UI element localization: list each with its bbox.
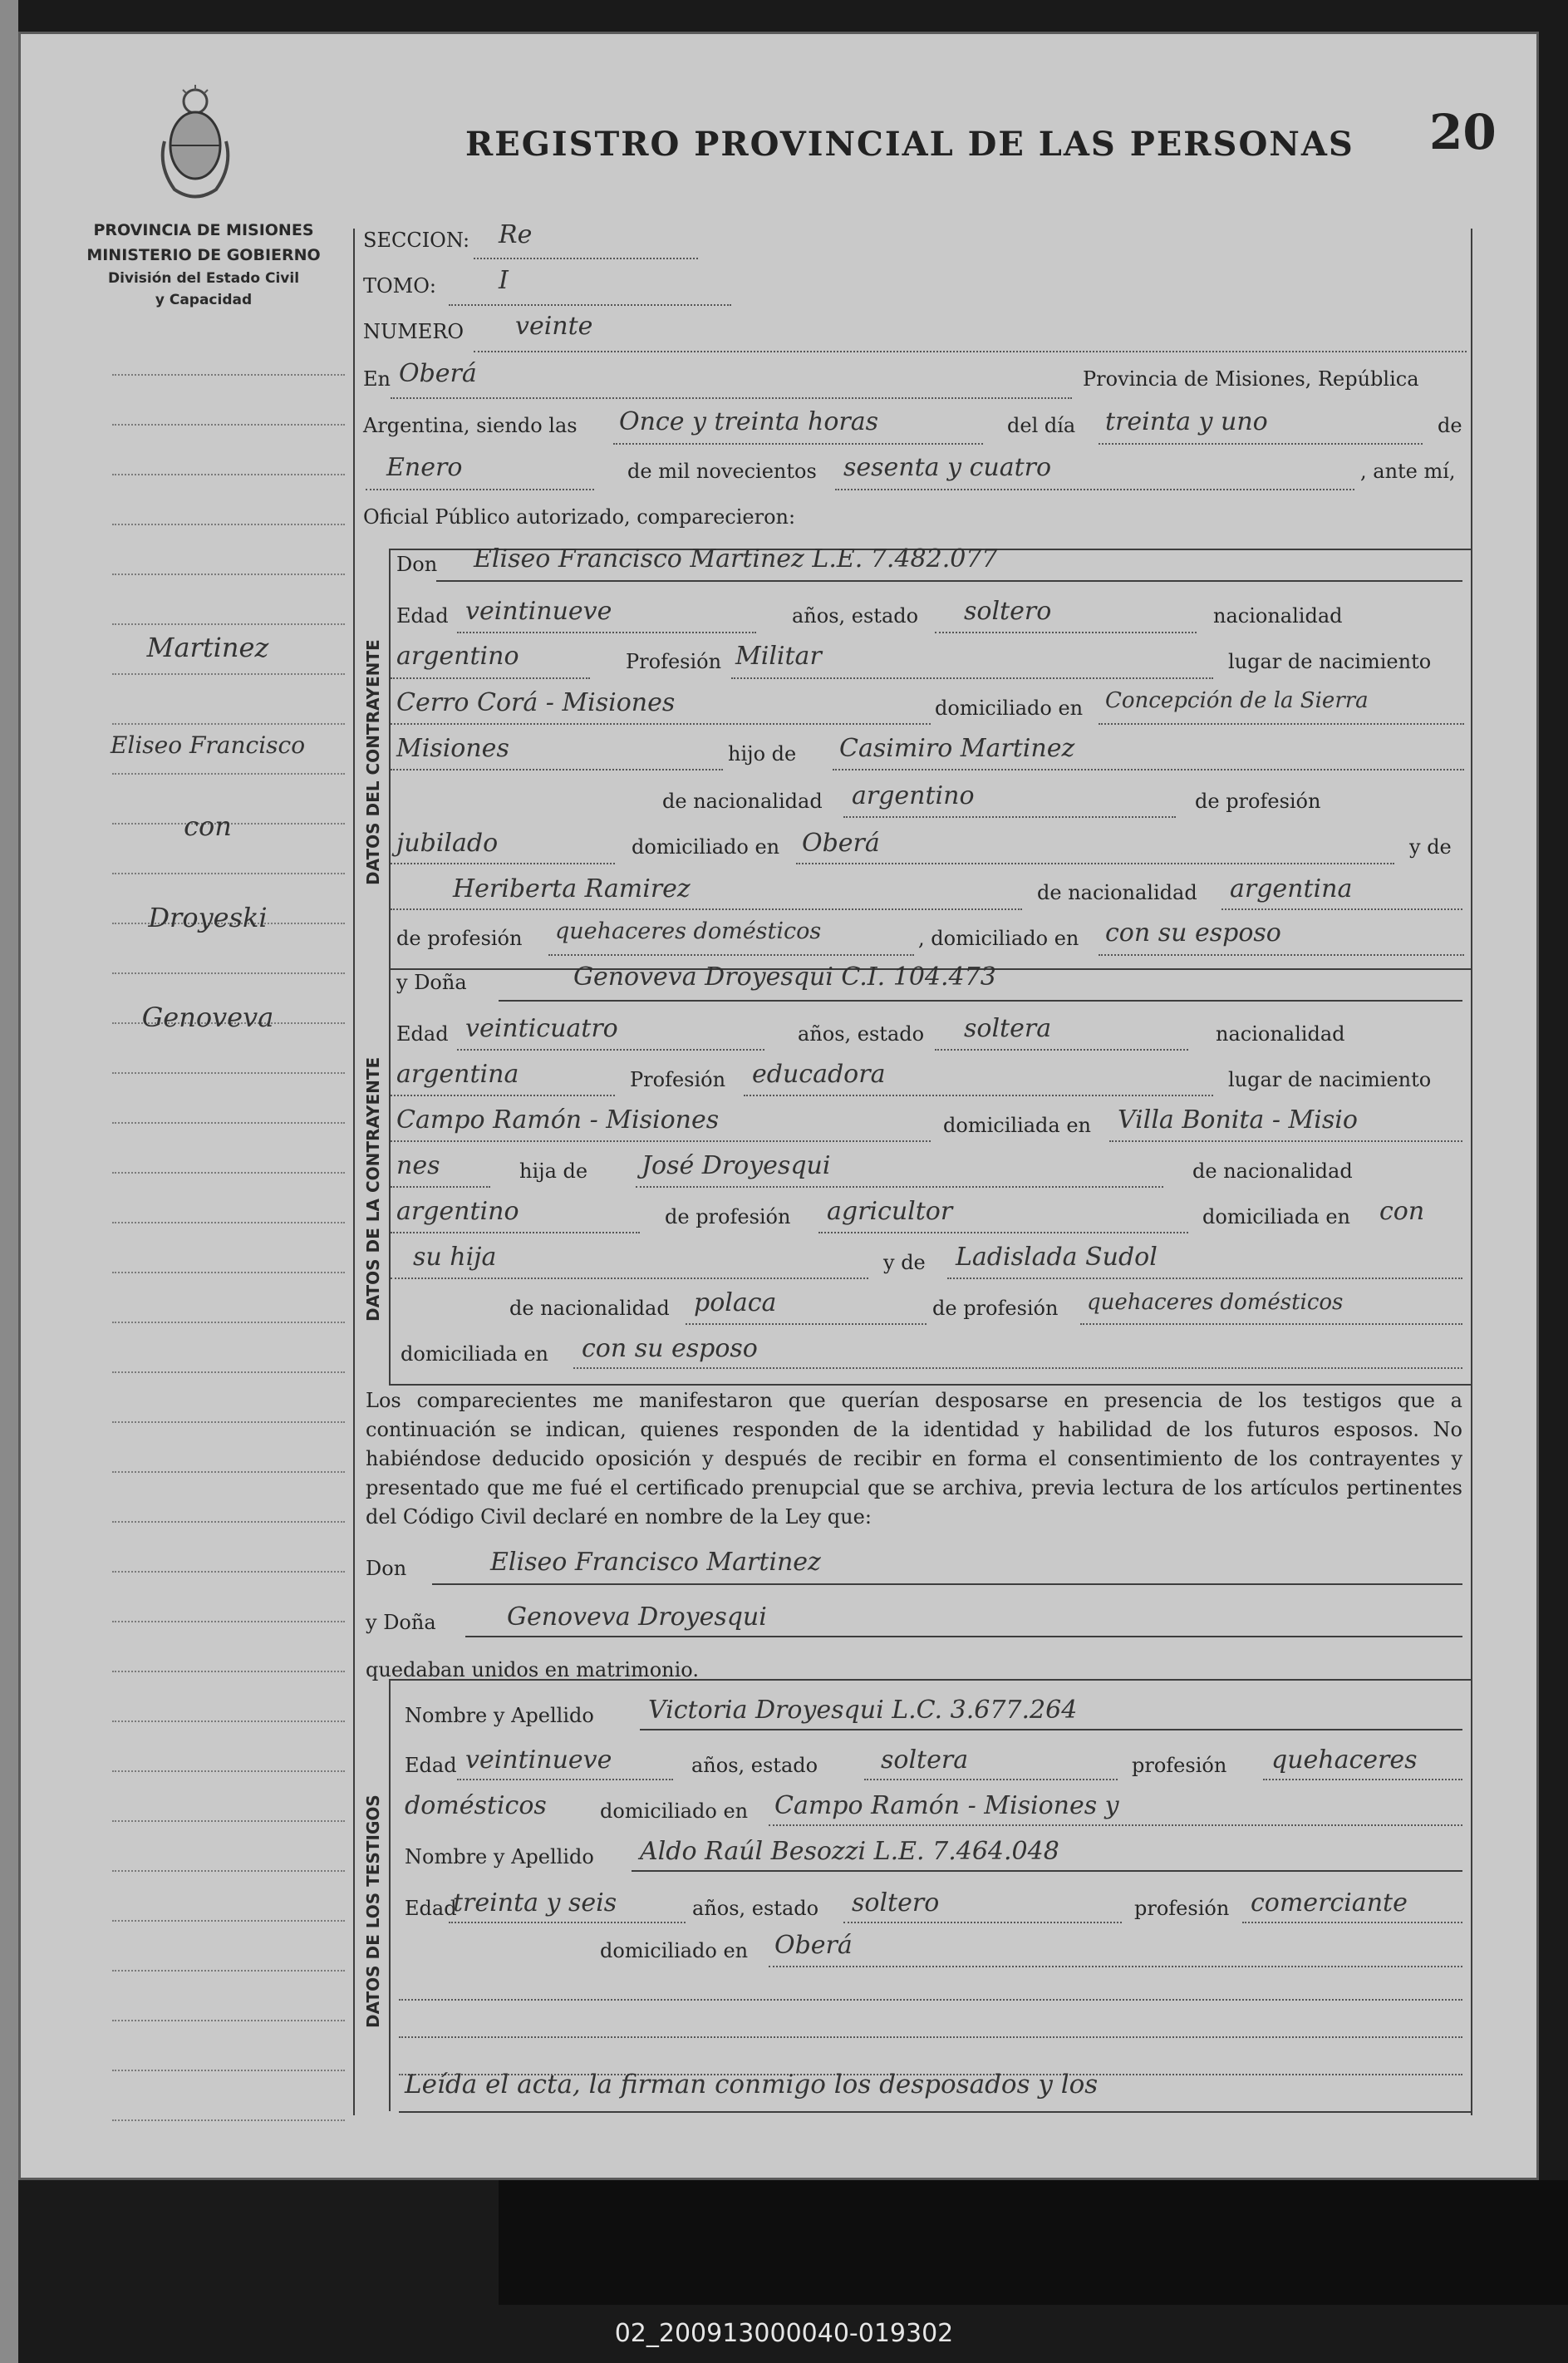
margin-note-line: Martinez (146, 632, 269, 663)
groom-edad: veintinueve (465, 597, 612, 626)
tomo-line (449, 304, 731, 306)
decl-dona-label: y Doña (366, 1611, 436, 1634)
bride-edad: veinticuatro (465, 1014, 618, 1043)
w1-estado-label: años, estado (691, 1754, 818, 1777)
decl-don-value: Eliseo Francisco Martinez (490, 1548, 821, 1577)
bride-padre-prof: agricultor (827, 1197, 953, 1226)
w2-nombre-line (632, 1870, 1462, 1872)
bride-edad-label: Edad (396, 1022, 449, 1046)
bride-name: Genoveva Droyesqui C.I. 104.473 (573, 962, 996, 992)
margin-rule (112, 723, 345, 725)
margin-rule (112, 773, 345, 775)
groom-lugar-nac: Cerro Corá - Misiones (396, 688, 676, 717)
bride-domicilio-2: nes (396, 1151, 440, 1180)
de-mil-label: de mil novecientos (627, 460, 817, 483)
side-label-groom: DATOS DEL CONTRAYENTE (363, 639, 383, 885)
w1-edad-label: Edad (405, 1754, 457, 1777)
groom-domicilio-2: Misiones (396, 734, 509, 763)
quedaban-label: quedaban unidos en matrimonio. (366, 1658, 699, 1681)
bride-lugar-label: lugar de nacimiento (1228, 1068, 1432, 1091)
bride-madre-line (947, 1277, 1462, 1279)
hija-de-label: hija de (519, 1159, 588, 1183)
margin-rule (112, 1721, 345, 1722)
hijo-de-label: hijo de (728, 742, 797, 766)
decl-dona-line (465, 1636, 1462, 1637)
margin-rule (112, 2020, 345, 2021)
coat-of-arms-icon (158, 83, 233, 208)
w1-profesion-2: domésticos (405, 1791, 547, 1820)
bride-padre-dom-label: domiciliada en (1202, 1205, 1350, 1228)
margin-rule (112, 1471, 345, 1473)
margin-rule (112, 1371, 345, 1373)
margin-rule (112, 1770, 345, 1772)
w2-prof-line (1242, 1922, 1462, 1923)
closing-line (399, 2111, 1471, 2113)
bride-nac-line (391, 1095, 615, 1096)
bride-padre-nac-line (391, 1232, 640, 1233)
dom-en-label: domiciliado en (632, 835, 780, 859)
en-label: En (363, 367, 391, 391)
groom-madre-dom-line (1099, 954, 1464, 956)
side-label-bride: DATOS DE LA CONTRAYENTE (363, 1056, 383, 1322)
frame-left (353, 229, 355, 2115)
madre-prof-label: de profesión (396, 927, 523, 950)
decl-don-label: Don (366, 1557, 407, 1580)
margin-rule (112, 374, 345, 376)
margin-rule (112, 1621, 345, 1622)
side-label-witnesses: DATOS DE LOS TESTIGOS (363, 1794, 383, 2028)
declaration-paragraph: Los comparecientes me manifestaron que querían desposarse en presencia de los testigos que a continuación se indican, quienes responden de la identidad y habilidad de los futuros esposos. No habiéndose deducido oposición y después de recibir en forma el consentimiento de los contrayentes y presentado que me fué el certificado prenupcial que se archiva, previa lectura de los artículos pertinentes del Código Civil declaré en nombre de la Ley que: (366, 1389, 1462, 1529)
margin-rule (112, 1172, 345, 1174)
margin-rule (112, 1571, 345, 1573)
groom-padre-prof: jubilado (396, 829, 499, 858)
bride-domicilio: Villa Bonita - Misio (1118, 1105, 1358, 1135)
groom-madre: Heriberta Ramirez (453, 874, 691, 903)
bride-estado-label: años, estado (798, 1022, 925, 1046)
bride-dom2-line (391, 1186, 490, 1188)
margin-note-line: Droyeski (148, 902, 268, 933)
page-title: REGISTRO PROVINCIAL DE LAS PERSONAS (465, 125, 1354, 164)
frame-right (1471, 229, 1472, 2115)
w1-dom-label: domiciliado en (600, 1799, 749, 1823)
margin-rule (112, 1671, 345, 1672)
margin-rule (112, 972, 345, 974)
tomo-label: TOMO: (363, 274, 437, 298)
siendo-label: Argentina, siendo las (363, 414, 578, 437)
de-label: de (1438, 414, 1462, 437)
w1-nombre-line (640, 1729, 1462, 1730)
page-number: 20 (1429, 104, 1497, 160)
bride-lugar-nac: Campo Ramón - Misiones (396, 1105, 720, 1135)
groom-nacionalidad: argentino (396, 642, 519, 671)
bride-edad-line (457, 1049, 764, 1051)
margin-rule (112, 1222, 345, 1223)
don-label: Don (396, 553, 438, 576)
groom-name: Eliseo Francisco Martinez L.E. 7.482.077 (474, 544, 998, 574)
w1-nombre: Victoria Droyesqui L.C. 3.677.264 (648, 1696, 1078, 1725)
domiciliado-label: domiciliado en (935, 697, 1084, 720)
w2-dom-label: domiciliado en (600, 1939, 749, 1962)
issuer-line: y Capacidad (155, 292, 253, 308)
groom-estado-line (935, 632, 1197, 633)
decl-don-line (432, 1583, 1462, 1585)
groom-padre-line (833, 769, 1464, 770)
bride-estado-line (935, 1049, 1188, 1051)
bride-madre-nac-label: de nacionalidad (509, 1297, 670, 1320)
numero-line (474, 351, 1467, 352)
margin-note-line: Eliseo Francisco (110, 731, 306, 759)
groom-madre-nac-line (1221, 908, 1462, 910)
bride-madre-dom: con su esposo (582, 1334, 758, 1363)
hora-value: Once y treinta horas (619, 407, 879, 436)
groom-name-line (436, 580, 1462, 582)
w2-edad-line (449, 1922, 686, 1923)
blank-line (399, 2036, 1462, 2038)
w1-prof-label: profesión (1132, 1754, 1227, 1777)
groom-profesion: Militar (735, 642, 822, 671)
bride-padre-dom-2: su hija (413, 1243, 497, 1272)
madre-dom-label: , domiciliado en (918, 927, 1079, 950)
bride-prof-line (744, 1095, 1213, 1096)
margin-rule (112, 1970, 345, 1972)
w2-nombre-label: Nombre y Apellido (405, 1845, 594, 1868)
anio-value: sesenta y cuatro (843, 453, 1052, 482)
oficial-label: Oficial Público autorizado, comparecieron: (363, 505, 796, 529)
groom-madre-nac: argentina (1230, 874, 1353, 903)
w1-domicilio: Campo Ramón - Misiones y (774, 1791, 1119, 1820)
bride-nac-label: nacionalidad (1216, 1022, 1345, 1046)
bride-padre-prof-label: de profesión (665, 1205, 791, 1228)
w1-prof-line (1263, 1779, 1462, 1780)
margin-rule (112, 2070, 345, 2071)
groom-padre-prof-line (391, 863, 615, 864)
bride-box-bottom (389, 1384, 1471, 1386)
w1-estado-line (864, 1779, 1118, 1780)
blank-line (399, 1999, 1462, 2001)
w2-prof-label: profesión (1134, 1897, 1230, 1920)
bride-padre-dom2-line (391, 1277, 868, 1279)
margin-note-line: Genoveva (141, 1002, 274, 1033)
groom-padre-nac: argentino (852, 781, 975, 810)
w1-estado: soltera (881, 1745, 969, 1775)
groom-padre-dom-line (796, 863, 1394, 864)
bride-madre-nac: polaca (694, 1288, 777, 1317)
bride-madre-prof-line (1080, 1323, 1462, 1325)
provincia-label: Provincia de Misiones, República (1083, 367, 1419, 391)
lugar-nac-label: lugar de nacimiento (1228, 650, 1432, 673)
w1-edad: veintinueve (465, 1745, 612, 1775)
margin-rule (112, 1322, 345, 1323)
bride-nacionalidad: argentina (396, 1060, 519, 1089)
w1-dom-line (769, 1824, 1462, 1826)
margin-rule (112, 1870, 345, 1872)
bride-dom-line (1109, 1140, 1462, 1142)
w2-estado-label: años, estado (692, 1897, 819, 1920)
dia-value: treinta y uno (1105, 407, 1268, 436)
issuer-line: PROVINCIA DE MISIONES (93, 221, 314, 239)
anio-line (835, 489, 1354, 490)
scan-background (499, 2180, 1568, 2305)
w2-edad: treinta y seis (453, 1888, 617, 1917)
bride-padre: José Droyesqui (641, 1151, 831, 1180)
w1-edad-line (457, 1779, 673, 1780)
groom-edad-line (457, 632, 756, 633)
closing-text: Leída el acta, la firman conmigo los desposados y los (405, 2070, 1099, 2100)
bride-lugar-line (391, 1140, 931, 1142)
y-dona-label: y Doña (396, 971, 467, 994)
w2-edad-label: Edad (405, 1897, 457, 1920)
groom-lugar-line (391, 723, 931, 725)
bride-padre-nac: argentino (396, 1197, 519, 1226)
scan-caption: 02_200913000040-019302 (614, 2319, 954, 2348)
mes-value: Enero (386, 453, 463, 482)
bride-madre-prof-label: de profesión (932, 1297, 1059, 1320)
margin-rule (112, 574, 345, 575)
w2-profesion: comerciante (1251, 1888, 1408, 1917)
bride-y-de-label: y de (883, 1251, 926, 1274)
seccion-label: SECCION: (363, 229, 470, 252)
mes-line (366, 489, 594, 490)
bride-name-line (499, 1000, 1462, 1002)
bride-padre-prof-line (818, 1232, 1188, 1233)
edad-label: Edad (396, 604, 449, 628)
bride-prof-label: Profesión (630, 1068, 726, 1091)
anos-estado-label: años, estado (792, 604, 919, 628)
bride-padre-nac-label: de nacionalidad (1192, 1159, 1353, 1183)
ante-mi-label: , ante mí, (1360, 460, 1456, 483)
groom-madre-line (391, 908, 1022, 910)
margin-rule (112, 424, 345, 426)
w2-estado-line (843, 1922, 1122, 1923)
groom-padre: Casimiro Martinez (839, 734, 1075, 763)
margin-rule (112, 524, 345, 525)
groom-madre-dom: con su esposo (1105, 918, 1281, 948)
groom-box-left (389, 549, 391, 968)
w2-estado: soltero (852, 1888, 940, 1917)
groom-domicilio: Concepción de la Sierra (1105, 688, 1369, 713)
margin-rule (112, 673, 345, 675)
w2-domicilio: Oberá (774, 1931, 853, 1960)
bride-box-left (389, 968, 391, 1384)
margin-rule (112, 1521, 345, 1523)
margin-rule (112, 1920, 345, 1922)
madre-nac-label: de nacionalidad (1037, 881, 1197, 904)
de-nac-label: de nacionalidad (662, 790, 823, 813)
groom-padre-nac-line (843, 816, 1176, 818)
nacionalidad-label: nacionalidad (1213, 604, 1343, 628)
dia-line (1099, 443, 1423, 445)
margin-rule (112, 1820, 345, 1822)
decl-dona-value: Genoveva Droyesqui (507, 1602, 767, 1632)
w1-profesion: quehaceres (1271, 1745, 1418, 1775)
margin-rule (112, 623, 345, 625)
bride-madre-nac-line (686, 1323, 927, 1325)
y-de-label: y de (1409, 835, 1452, 859)
margin-rule (112, 1272, 345, 1273)
groom-estado: soltero (964, 597, 1052, 626)
del-dia-label: del día (1007, 414, 1076, 437)
issuer-line: MINISTERIO DE GOBIERNO (86, 246, 321, 264)
issuer-block (66, 218, 341, 311)
numero-value: veinte (515, 312, 593, 341)
margin-rule (112, 2119, 345, 2121)
bride-profesion: educadora (752, 1060, 886, 1089)
bride-padre-dom: con (1379, 1197, 1425, 1226)
tomo-value: I (499, 266, 509, 295)
margin-rule (112, 1122, 345, 1124)
bride-madre-dom-label: domiciliada en (401, 1342, 548, 1366)
profesion-label: Profesión (626, 650, 722, 673)
margin-note-line: con (184, 810, 232, 842)
groom-dom2-line (391, 769, 723, 770)
lugar-value: Oberá (399, 359, 477, 388)
margin-rule (112, 1421, 345, 1423)
book-binding (0, 0, 18, 2363)
domiciliada-label: domiciliada en (943, 1114, 1091, 1137)
hora-line (613, 443, 983, 445)
bride-estado: soltera (964, 1014, 1052, 1043)
margin-rule (112, 873, 345, 874)
margin-rule (112, 1072, 345, 1074)
witness-box-left (389, 1679, 391, 2111)
bride-madre: Ladislada Sudol (956, 1243, 1158, 1272)
numero-label: NUMERO (363, 320, 465, 343)
issuer-line: División del Estado Civil (107, 270, 300, 287)
bride-madre-dom-line (573, 1367, 1462, 1369)
groom-padre-dom: Oberá (802, 829, 880, 858)
bride-madre-prof: quehaceres domésticos (1087, 1290, 1344, 1315)
w1-nombre-label: Nombre y Apellido (405, 1704, 594, 1727)
groom-madre-prof: quehaceres domésticos (555, 918, 822, 944)
w2-nombre: Aldo Raúl Besozzi L.E. 7.464.048 (640, 1837, 1059, 1866)
seccion-value: Re (499, 220, 533, 249)
groom-madre-prof-line (548, 954, 914, 956)
groom-dom-line (1099, 723, 1464, 725)
bride-padre-line (636, 1186, 1163, 1188)
seccion-line (474, 258, 698, 259)
margin-rule (112, 474, 345, 475)
w2-dom-line (769, 1966, 1462, 1967)
groom-prof-line (731, 677, 1213, 679)
de-prof-label: de profesión (1195, 790, 1321, 813)
lugar-line (391, 397, 1072, 399)
groom-nac-line (391, 677, 590, 679)
